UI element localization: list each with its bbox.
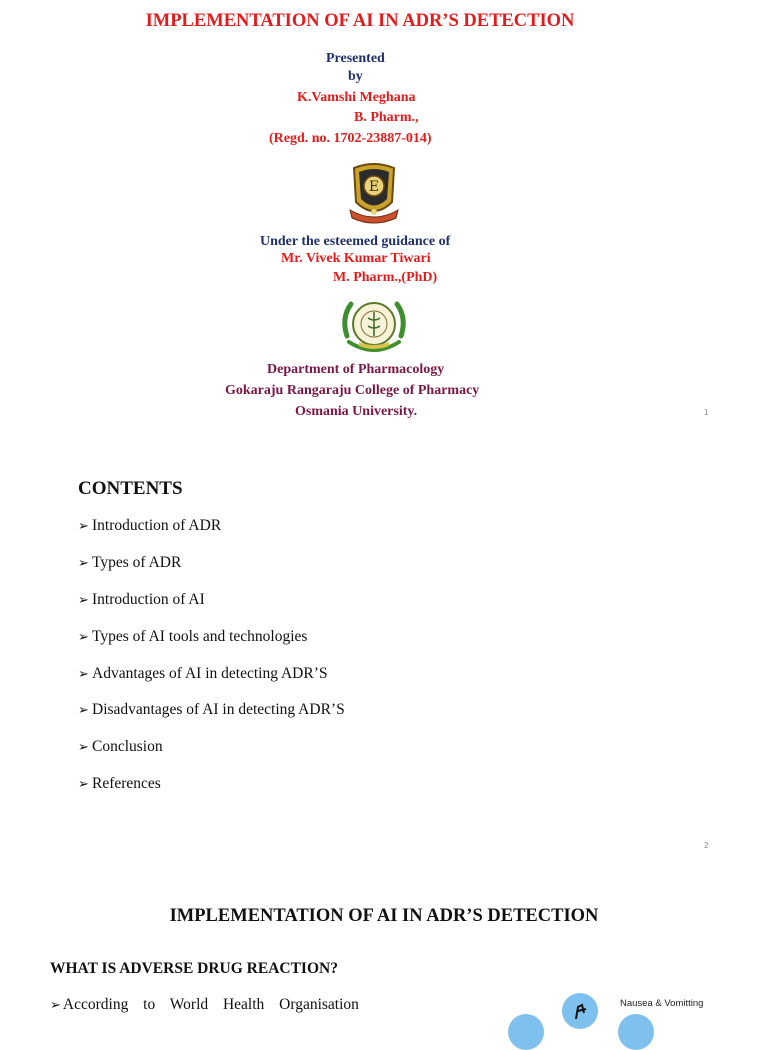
toc-item: [78, 591, 205, 609]
toc-item-label: Introduction of AI: [92, 591, 205, 608]
arrow-bullet-icon: ➢: [78, 518, 89, 533]
arrow-bullet-icon: ➢: [78, 739, 89, 754]
symptom-bubble: [508, 1014, 544, 1050]
toc-item-label: References: [92, 775, 161, 792]
slide3-title: IMPLEMENTATION OF AI IN ADR’S DETECTION: [169, 906, 599, 926]
adr-question-heading: WHAT IS ADVERSE DRUG REACTION?: [50, 960, 338, 977]
presenter-degree: B. Pharm.,: [354, 110, 419, 125]
contents-heading: CONTENTS: [78, 478, 183, 499]
toc-item: [78, 665, 327, 683]
toc-item: [78, 775, 161, 793]
arrow-bullet-icon: ➢: [78, 629, 89, 644]
arrow-bullet-icon: ➢: [50, 997, 61, 1012]
arrow-bullet-icon: ➢: [78, 666, 89, 681]
toc-item: [78, 628, 307, 646]
toc-item-label: Introduction of ADR: [92, 517, 222, 534]
college-emblem-icon: [337, 296, 411, 356]
page-number-1: 1: [704, 408, 709, 417]
paragraph-text: According to World Health Organisation: [62, 996, 359, 1013]
by-label: by: [348, 69, 363, 84]
svg-text:E: E: [368, 179, 380, 195]
presented-label: Presented: [326, 51, 385, 66]
toc-item-label: Types of AI tools and technologies: [92, 628, 308, 645]
presenter-regd: (Regd. no. 1702-23887-014): [269, 131, 432, 146]
university-label: Osmania University.: [295, 404, 418, 419]
presenter-name: K.Vamshi Meghana: [297, 90, 416, 105]
toc-item-label: Conclusion: [92, 738, 163, 755]
arrow-bullet-icon: ➢: [78, 592, 89, 607]
toc-item: [78, 738, 163, 756]
university-crest-icon: [346, 162, 402, 226]
college-label: Gokaraju Rangaraju College of Pharmacy: [225, 383, 480, 398]
page-number-2: 2: [704, 841, 709, 850]
slide1-title: IMPLEMENTATION OF AI IN ADR’S DETECTION: [145, 11, 575, 31]
department-label: Department of Pharmacology: [267, 362, 445, 377]
guide-name: Mr. Vivek Kumar Tiwari: [281, 251, 431, 266]
toc-item-label: Advantages of AI in detecting ADR’S: [92, 665, 328, 682]
toc-item: [78, 517, 221, 535]
toc-item-label: Disadvantages of AI in detecting ADR’S: [92, 701, 345, 718]
guide-degree: M. Pharm.,(PhD): [333, 270, 438, 285]
symptom-bubble: [618, 1014, 654, 1050]
toc-item: [78, 701, 345, 719]
arrow-bullet-icon: ➢: [78, 702, 89, 717]
guidance-label: Under the esteemed guidance of: [260, 234, 451, 249]
toc-item-label: Types of ADR: [92, 554, 182, 571]
adr-definition-paragraph: [50, 996, 362, 1014]
arrow-bullet-icon: ➢: [78, 555, 89, 570]
arrow-bullet-icon: ➢: [78, 776, 89, 791]
nausea-vomiting-label: Nausea & Vomitting: [620, 998, 704, 1009]
toc-item: [78, 554, 181, 572]
